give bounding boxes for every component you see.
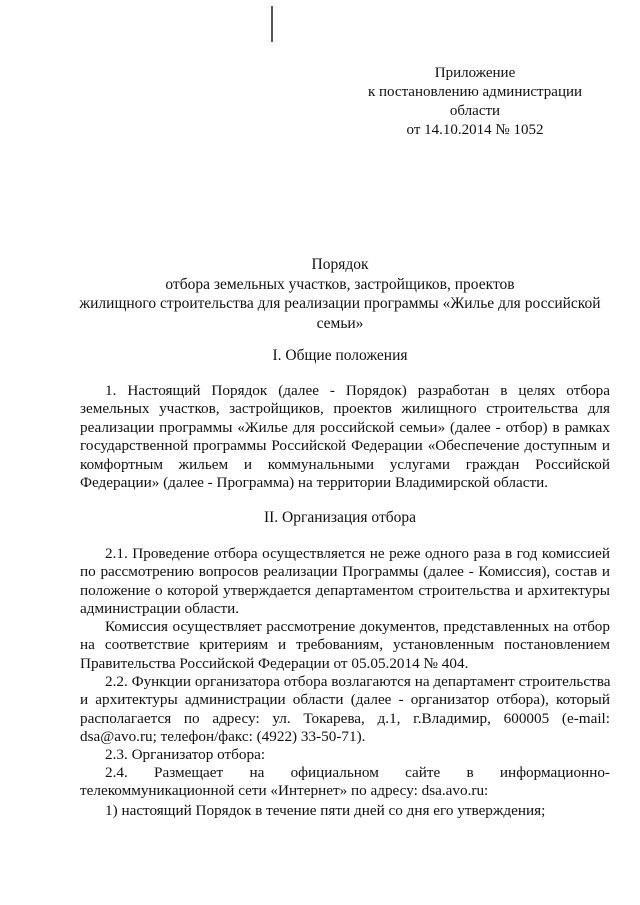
paragraph-line: телекоммуникационной сети «Интернет» по адресу: dsa.avo.ru: bbox=[80, 782, 489, 800]
paragraph-line: государственной программы Российской Федерации «Обеспечение доступным и bbox=[80, 437, 610, 455]
appendix-label: Приложение bbox=[434, 65, 516, 81]
appendix-decree-ref: к постановлению администрации bbox=[367, 84, 583, 100]
paragraph-line: располагается по адресу: ул. Токарева, д.1, г.Владимир, 600005 (e-mail: bbox=[80, 709, 610, 727]
paragraph-line: Комиссия осуществляет рассмотрение документов, представленных на отбор bbox=[105, 618, 610, 635]
title-line-2: отбора земельных участков, застройщиков, проектов bbox=[165, 275, 515, 293]
title-line-3: жилищного строительства для реализации программы «Жилье для российской bbox=[79, 295, 601, 312]
paragraph-line: 2.3. Организатор отбора: bbox=[105, 746, 266, 763]
document-title bbox=[60, 255, 620, 333]
paragraph-line: по рассмотрению вопросов реализации Программы (далее - Комиссия), состав и bbox=[80, 563, 610, 581]
paragraph-line: земельных участков, застройщиков, проектов жилищного строительства для bbox=[80, 400, 610, 418]
paragraph-2-3 bbox=[80, 746, 610, 764]
paragraph-line: Правительства Российской Федерации от 05.05.2014 № 404. bbox=[80, 654, 469, 672]
paragraph-2-4 bbox=[80, 764, 610, 801]
paragraph-line: dsa@avo.ru; телефон/факс: (4922) 33-50-71). bbox=[80, 728, 366, 746]
paragraph-line: положение о которой утверждается департаментом строительства и архитектуры bbox=[80, 581, 610, 599]
paragraph-line: 2.4. Размещает на официальном сайте в информационно- bbox=[105, 764, 610, 781]
section-1-heading: I. Общие положения bbox=[272, 347, 408, 364]
list-item-1 bbox=[80, 802, 610, 820]
paragraph-line: Федерации» (далее - Программа) на территории Владимирской области. bbox=[80, 474, 549, 492]
paragraph-line: 1) настоящий Порядок в течение пяти дней со дня его утверждения; bbox=[105, 802, 546, 819]
title-line-4: семьи» bbox=[316, 314, 364, 332]
paragraph-line: 2.2. Функции организатора отбора возлагаются на департамент строительства bbox=[105, 673, 611, 690]
paragraph-line: и архитектуры администрации области (далее - организатор отбора), который bbox=[80, 691, 610, 709]
scan-artifact-mark bbox=[271, 6, 273, 42]
title-line-1: Порядок bbox=[311, 256, 369, 273]
paragraph-line: 1. Настоящий Порядок (далее - Порядок) разработан в целях отбора bbox=[105, 382, 610, 399]
paragraph-2-2 bbox=[80, 673, 610, 747]
paragraph-2-1 bbox=[80, 545, 610, 619]
paragraph-line: комфортным жильем и коммунальными услугами граждан Российской bbox=[80, 455, 610, 473]
paragraph-1 bbox=[80, 382, 610, 492]
paragraph-line: реализации программы «Жилье для российской семьи» (далее - отбор) в рамках bbox=[80, 418, 610, 436]
section-2-heading: II. Организация отбора bbox=[263, 509, 417, 526]
paragraph-2-1-commission bbox=[80, 618, 610, 673]
paragraph-line: 2.1. Проведение отбора осуществляется не реже одного раза в год комиссией bbox=[105, 545, 610, 562]
appendix-date-number: от 14.10.2014 № 1052 bbox=[406, 122, 544, 138]
paragraph-line: администрации области. bbox=[80, 600, 240, 618]
paragraph-line: на соответствие критериям и требованиям, установленным постановлением bbox=[80, 636, 610, 654]
appendix-region: области bbox=[449, 103, 501, 119]
appendix-header bbox=[330, 64, 620, 140]
